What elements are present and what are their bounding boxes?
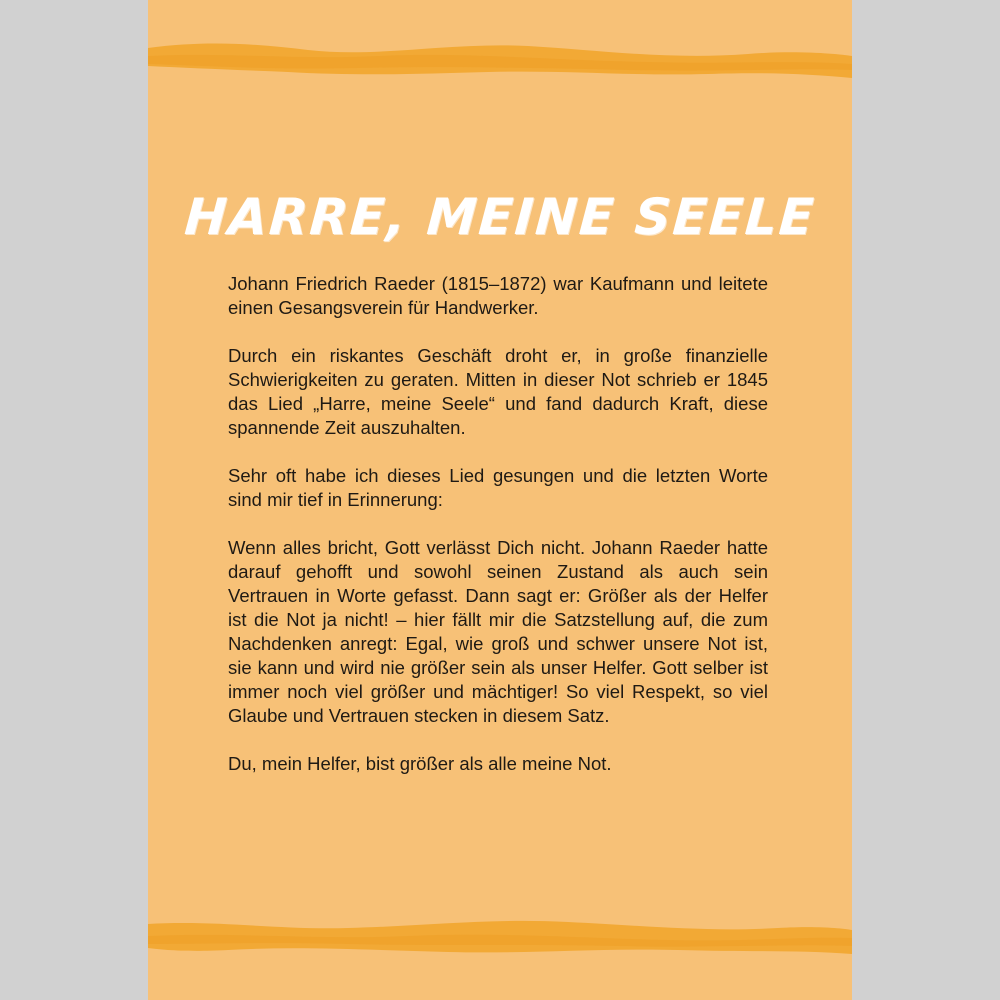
page (148, 0, 852, 1000)
paragraph-5: Du, mein Helfer, bist größer als alle meine Not. (228, 753, 612, 774)
paragraph-3: Sehr oft habe ich dieses Lied gesungen und die letzten Worte sind mir tief in Erinnerung: (228, 465, 768, 510)
paragraph-2: Durch ein riskantes Geschäft droht er, in große finanzielle Schwierigkeiten zu geraten. Mitten in dieser Not schrieb er 1845 das Lied „Harre, meine Seele“ und fand dadurch Kraft, diese spannende Zeit auszuhalten. (228, 345, 768, 438)
body-text (228, 272, 768, 800)
top-brush-stroke (148, 30, 852, 90)
page-title: HARRE, MEINE SEELE (182, 188, 818, 246)
bottom-brush-stroke (148, 908, 852, 968)
paragraph-1: Johann Friedrich Raeder (1815–1872) war Kaufmann und leitete einen Gesangsverein für Handwerker. (228, 273, 768, 318)
paragraph-4: Wenn alles bricht, Gott verlässt Dich nicht. Johann Raeder hatte darauf gehofft und sowohl seinen Zustand als auch sein Vertrauen in Worte gefasst. Dann sagt er: Größer als der Helfer ist die Not ja nicht! – hier fällt mir die Satzstellung auf, die zum Nachdenken anregt: Egal, wie groß und schwer unsere Not ist, sie kann und wird nie größer sein als unser Helfer. Gott selber ist immer noch viel größer und mächtiger! So viel Respekt, so viel Glaube und Vertrauen stecken in diesem Satz. (228, 537, 768, 726)
